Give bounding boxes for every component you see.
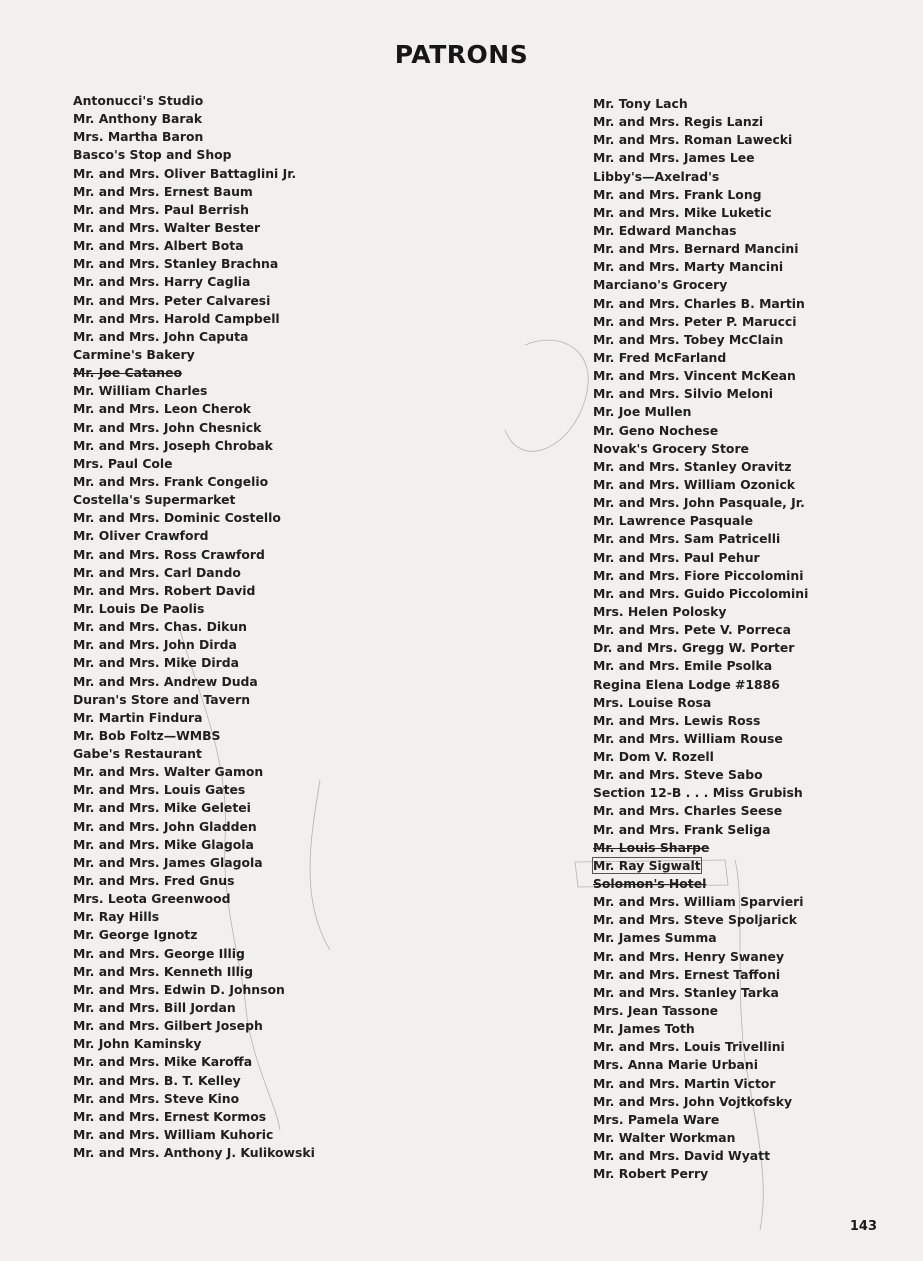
patron-name: Mr. Bob Foltz—WMBS [73, 727, 221, 743]
patron-entry [73, 473, 315, 491]
patron-entry [593, 948, 808, 966]
patron-name: Mr. and Mrs. Gilbert Joseph [73, 1018, 263, 1034]
patron-entry [73, 781, 315, 799]
patron-name: Mr. and Mrs. Martin Victor [593, 1075, 776, 1091]
patron-name: Mr. and Mrs. Charles Seese [593, 803, 783, 819]
patron-entry [73, 546, 315, 564]
patron-entry [73, 673, 315, 691]
patron-entry [73, 310, 315, 328]
patron-name: Mrs. Helen Polosky [593, 603, 727, 619]
patron-entry [593, 204, 808, 222]
patron-name: Mr. and Mrs. William Kuhoric [73, 1127, 274, 1143]
patron-name: Mr. and Mrs. Ernest Kormos [73, 1108, 267, 1124]
patron-entry [73, 110, 315, 128]
patron-name: Mr. and Mrs. Fred Gnus [73, 873, 235, 889]
patron-name: Mr. and Mrs. Albert Bota [73, 238, 244, 254]
patron-entry [593, 494, 808, 512]
patron-name: Mr. and Mrs. Harold Campbell [73, 310, 280, 326]
patron-name: Mrs. Leota Greenwood [73, 891, 231, 907]
patron-name: Mr. and Mrs. Regis Lanzi [593, 114, 764, 130]
patron-name: Mr. and Mrs. John Vojtkofsky [593, 1093, 793, 1109]
patron-entry [73, 872, 315, 890]
patron-name: Mr. and Mrs. Marty Mancini [593, 259, 784, 275]
patron-name: Mr. and Mrs. William Sparvieri [593, 894, 804, 910]
patron-name: Mrs. Jean Tassone [593, 1003, 719, 1019]
patron-name: Mr. and Mrs. Paul Berrish [73, 201, 249, 217]
patron-entry [73, 1072, 315, 1090]
patron-entry [593, 1020, 808, 1038]
patron-entry [73, 92, 315, 110]
patron-entry [73, 999, 315, 1017]
patron-entry [73, 636, 315, 654]
patron-name: Mr. and Mrs. Steve Spoljarick [593, 912, 798, 928]
patron-entry [73, 509, 315, 527]
patron-name: Mr. and Mrs. Ross Crawford [73, 546, 265, 562]
patron-name: Mr. and Mrs. Ernest Taffoni [593, 966, 781, 982]
patron-name: Mr. and Mrs. John Pasquale, Jr. [593, 495, 805, 511]
patron-name: Mr. and Mrs. Pete V. Porreca [593, 622, 791, 638]
patron-name: Mr. John Kaminsky [73, 1036, 202, 1052]
patron-name: Duran's Store and Tavern [73, 691, 251, 707]
patron-name: Mr. Dom V. Rozell [593, 749, 714, 765]
patron-entry [593, 313, 808, 331]
patron-name: Mr. and Mrs. Mike Luketic [593, 204, 772, 220]
patron-entry [73, 691, 315, 709]
patron-entry [73, 455, 315, 473]
patron-name: Mr. and Mrs. Walter Bester [73, 219, 261, 235]
patron-entry [593, 458, 808, 476]
patron-entry [593, 186, 808, 204]
patron-entry [593, 1075, 808, 1093]
patron-name: Mr. and Mrs. Joseph Chrobak [73, 437, 273, 453]
patron-entry [593, 676, 808, 694]
patron-entry [73, 400, 315, 418]
patron-entry [593, 929, 808, 947]
page-number: 143 [849, 1219, 877, 1234]
patron-name: Mr. and Mrs. John Dirda [73, 637, 237, 653]
patron-name: Mr. Anthony Barak [73, 111, 203, 127]
patron-name: Libby's—Axelrad's [593, 168, 720, 184]
patron-name: Mrs. Louise Rosa [593, 694, 712, 710]
patron-entry [593, 857, 808, 875]
patron-name: Mr. Louis De Paolis [73, 600, 205, 616]
patron-entry [73, 146, 315, 164]
patron-entry [593, 1129, 808, 1147]
patrons-left-column [73, 92, 315, 1162]
patron-entry [593, 530, 808, 548]
patron-entry [593, 258, 808, 276]
patron-name: Marciano's Grocery [593, 277, 728, 293]
patron-entry [73, 745, 315, 763]
patron-entry [593, 168, 808, 186]
patron-name: Mr. George Ignotz [73, 927, 198, 943]
patron-entry [593, 549, 808, 567]
patron-entry [73, 255, 315, 273]
patron-name: Mr. and Mrs. Frank Seliga [593, 821, 771, 837]
patron-entry [593, 1093, 808, 1111]
patron-entry [73, 237, 315, 255]
patron-name: Mr. and Mrs. Frank Congelio [73, 473, 269, 489]
patron-name: Mr. and Mrs. Mike Dirda [73, 655, 239, 671]
patron-name: Mr. and Mrs. Mike Geletei [73, 800, 251, 816]
patron-entry [593, 730, 808, 748]
patron-name: Mr. and Mrs. Chas. Dikun [73, 619, 247, 635]
patron-name: Mr. Lawrence Pasquale [593, 513, 753, 529]
patron-name: Mr. Robert Perry [593, 1166, 709, 1182]
patron-name: Mr. James Toth [593, 1021, 695, 1037]
patron-name: Mr. and Mrs. Henry Swaney [593, 948, 785, 964]
patron-entry [73, 1017, 315, 1035]
patron-name: Mr. and Mrs. James Lee [593, 150, 755, 166]
patron-name: Mr. and Mrs. Roman Lawecki [593, 132, 793, 148]
patron-name: Mr. Joe Cataneo [73, 365, 183, 381]
patron-entry [593, 149, 808, 167]
patron-entry [73, 437, 315, 455]
patron-name: Mr. Edward Manchas [593, 222, 737, 238]
patron-entry [73, 1108, 315, 1126]
patron-name: Mr. Walter Workman [593, 1130, 736, 1146]
patron-name: Costella's Supermarket [73, 492, 236, 508]
patron-entry [73, 981, 315, 999]
patron-entry [73, 709, 315, 727]
patron-entry [73, 491, 315, 509]
patron-entry [593, 639, 808, 657]
patron-entry [593, 875, 808, 893]
patron-entry [73, 419, 315, 437]
patron-entry [73, 128, 315, 146]
patron-entry [593, 1056, 808, 1074]
patron-entry [593, 802, 808, 820]
patron-name: Regina Elena Lodge #1886 [593, 676, 780, 692]
patron-name: Mr. and Mrs. Stanley Brachna [73, 256, 279, 272]
patron-name: Mr. and Mrs. Bernard Mancini [593, 241, 799, 257]
patron-entry [73, 564, 315, 582]
patron-entry [593, 367, 808, 385]
patron-name: Mr. and Mrs. Andrew Duda [73, 673, 258, 689]
patron-entry [73, 1035, 315, 1053]
patron-name: Mrs. Anna Marie Urbani [593, 1057, 758, 1073]
patron-name: Mr. and Mrs. Steve Kino [73, 1090, 240, 1106]
patron-entry [73, 1053, 315, 1071]
patron-name: Mr. and Mrs. James Glagola [73, 854, 263, 870]
patron-name: Mr. and Mrs. Kenneth Illig [73, 963, 254, 979]
patron-name: Mr. and Mrs. David Wyatt [593, 1148, 771, 1164]
patron-name: Gabe's Restaurant [73, 746, 202, 762]
patron-name: Mr. and Mrs. Lewis Ross [593, 712, 761, 728]
patron-entry [593, 893, 808, 911]
patron-entry [593, 95, 808, 113]
patron-entry [73, 364, 315, 382]
patron-name: Novak's Grocery Store [593, 440, 749, 456]
patron-entry [593, 621, 808, 639]
patron-name: Mr. and Mrs. Mike Glagola [73, 836, 254, 852]
patron-name: Mr. and Mrs. Fiore Piccolomini [593, 567, 804, 583]
patron-entry [593, 657, 808, 675]
patron-name: Mr. Martin Findura [73, 709, 203, 725]
patron-name: Mr. and Mrs. John Caputa [73, 328, 249, 344]
patron-entry [73, 1126, 315, 1144]
patron-entry [73, 908, 315, 926]
patron-entry [593, 911, 808, 929]
patron-entry [593, 603, 808, 621]
patron-entry [593, 403, 808, 421]
patron-entry [593, 1038, 808, 1056]
patron-name: Mr. William Charles [73, 383, 208, 399]
patron-name: Mrs. Pamela Ware [593, 1111, 720, 1127]
patron-name: Mr. and Mrs. John Gladden [73, 818, 257, 834]
patron-entry [73, 527, 315, 545]
patron-name: Mr. and Mrs. Sam Patricelli [593, 531, 781, 547]
patron-name: Mr. and Mrs. Peter Calvaresi [73, 292, 271, 308]
patrons-right-column [593, 95, 808, 1183]
patron-entry [73, 273, 315, 291]
patron-entry [593, 567, 808, 585]
patron-entry [73, 926, 315, 944]
patron-entry [593, 966, 808, 984]
patron-entry [593, 694, 808, 712]
patron-name: Mr. and Mrs. Harry Caglia [73, 274, 251, 290]
patron-entry [73, 292, 315, 310]
patron-name: Mr. and Mrs. Carl Dando [73, 564, 241, 580]
patron-name: Mr. James Summa [593, 930, 717, 946]
patron-entry [73, 600, 315, 618]
patron-entry [73, 618, 315, 636]
patron-entry [73, 945, 315, 963]
patron-entry [73, 328, 315, 346]
patron-name: Mr. and Mrs. Louis Trivellini [593, 1039, 785, 1055]
patron-entry [73, 763, 315, 781]
patron-name: Mr. and Mrs. Leon Cherok [73, 401, 252, 417]
patron-entry [73, 854, 315, 872]
patron-entry [593, 766, 808, 784]
patron-name: Mr. and Mrs. Ernest Baum [73, 183, 253, 199]
patron-name: Mr. and Mrs. Guido Piccolomini [593, 585, 809, 601]
patron-name: Mr. and Mrs. Vincent McKean [593, 368, 796, 384]
patron-name: Mr. and Mrs. Emile Psolka [593, 658, 773, 674]
patron-entry [73, 1144, 315, 1162]
patron-name: Mr. and Mrs. George Illig [73, 945, 245, 961]
patron-name: Mr. and Mrs. Anthony J. Kulikowski [73, 1145, 315, 1161]
patron-entry [593, 349, 808, 367]
patron-name: Mr. and Mrs. B. T. Kelley [73, 1072, 241, 1088]
patron-entry [73, 654, 315, 672]
patron-name: Mr. and Mrs. Tobey McClain [593, 331, 784, 347]
patron-name: Mr. and Mrs. Mike Karoffa [73, 1054, 253, 1070]
patron-name: Mr. and Mrs. Edwin D. Johnson [73, 981, 285, 997]
patron-entry [593, 331, 808, 349]
patron-name: Mrs. Paul Cole [73, 455, 173, 471]
patron-entry [593, 784, 808, 802]
patron-entry [593, 222, 808, 240]
patron-entry [593, 1147, 808, 1165]
patron-name: Mrs. Martha Baron [73, 129, 204, 145]
patron-name: Mr. and Mrs. Silvio Meloni [593, 386, 774, 402]
patron-entry [593, 712, 808, 730]
patron-name: Mr. and Mrs. Peter P. Marucci [593, 313, 797, 329]
patron-entry [593, 240, 808, 258]
patron-name: Mr. and Mrs. Steve Sabo [593, 767, 763, 783]
patron-entry [593, 422, 808, 440]
patron-name: Basco's Stop and Shop [73, 147, 232, 163]
patron-name: Mr. and Mrs. Paul Pehur [593, 549, 760, 565]
patron-name: Mr. Joe Mullen [593, 404, 692, 420]
patron-name: Mr. and Mrs. Walter Gamon [73, 764, 264, 780]
patron-name: Mr. and Mrs. William Rouse [593, 730, 783, 746]
patron-entry [593, 821, 808, 839]
patron-name: Dr. and Mrs. Gregg W. Porter [593, 640, 795, 656]
patron-entry [73, 799, 315, 817]
patron-name: Antonucci's Studio [73, 93, 204, 108]
patron-name: Mr. and Mrs. Stanley Oravitz [593, 458, 792, 474]
patron-entry [73, 836, 315, 854]
patron-entry [593, 440, 808, 458]
patron-name: Mr. and Mrs. Robert David [73, 582, 256, 598]
patron-entry [593, 512, 808, 530]
patron-entry [73, 890, 315, 908]
patron-entry [593, 1111, 808, 1129]
patron-entry [593, 295, 808, 313]
patron-entry [73, 183, 315, 201]
patron-entry [593, 385, 808, 403]
patron-name: Mr. and Mrs. Charles B. Martin [593, 295, 805, 311]
patron-entry [593, 1002, 808, 1020]
patron-entry [593, 276, 808, 294]
patron-entry [73, 219, 315, 237]
patron-entry [593, 113, 808, 131]
patron-name: Mr. Ray Sigwalt [593, 857, 701, 873]
patron-name: Mr. and Mrs. Dominic Costello [73, 510, 281, 526]
patron-name: Mr. Oliver Crawford [73, 528, 209, 544]
patron-name: Section 12-B . . . Miss Grubish [593, 785, 803, 801]
patron-name: Mr. and Mrs. John Chesnick [73, 419, 262, 435]
patron-entry [73, 963, 315, 981]
patron-entry [73, 346, 315, 364]
patron-name: Mr. and Mrs. William Ozonick [593, 476, 796, 492]
page-title: PATRONS [394, 40, 529, 69]
patron-name: Mr. Geno Nochese [593, 422, 719, 438]
patron-entry [73, 201, 315, 219]
patron-entry [593, 748, 808, 766]
patron-name: Mr. and Mrs. Oliver Battaglini Jr. [73, 165, 297, 181]
patron-name: Mr. and Mrs. Stanley Tarka [593, 984, 779, 1000]
patron-name: Mr. and Mrs. Bill Jordan [73, 1000, 236, 1016]
patron-entry [73, 1090, 315, 1108]
patron-entry [593, 839, 808, 857]
patron-name: Mr. Tony Lach [593, 96, 688, 111]
patron-entry [593, 476, 808, 494]
patron-name: Mr. and Mrs. Frank Long [593, 186, 762, 202]
patron-entry [593, 984, 808, 1002]
patron-name: Mr. Ray Hills [73, 909, 160, 925]
patron-entry [73, 382, 315, 400]
patron-entry [593, 1165, 808, 1183]
patron-entry [593, 131, 808, 149]
patron-entry [593, 585, 808, 603]
patron-entry [73, 165, 315, 183]
patron-name: Carmine's Bakery [73, 346, 195, 362]
patron-name: Mr. and Mrs. Louis Gates [73, 782, 246, 798]
patron-entry [73, 582, 315, 600]
patron-entry [73, 727, 315, 745]
patron-name: Mr. Fred McFarland [593, 349, 727, 365]
patron-entry [73, 818, 315, 836]
patron-name: Mr. Louis Sharpe [593, 839, 710, 855]
patron-name: Solomon's Hotel [593, 876, 707, 892]
